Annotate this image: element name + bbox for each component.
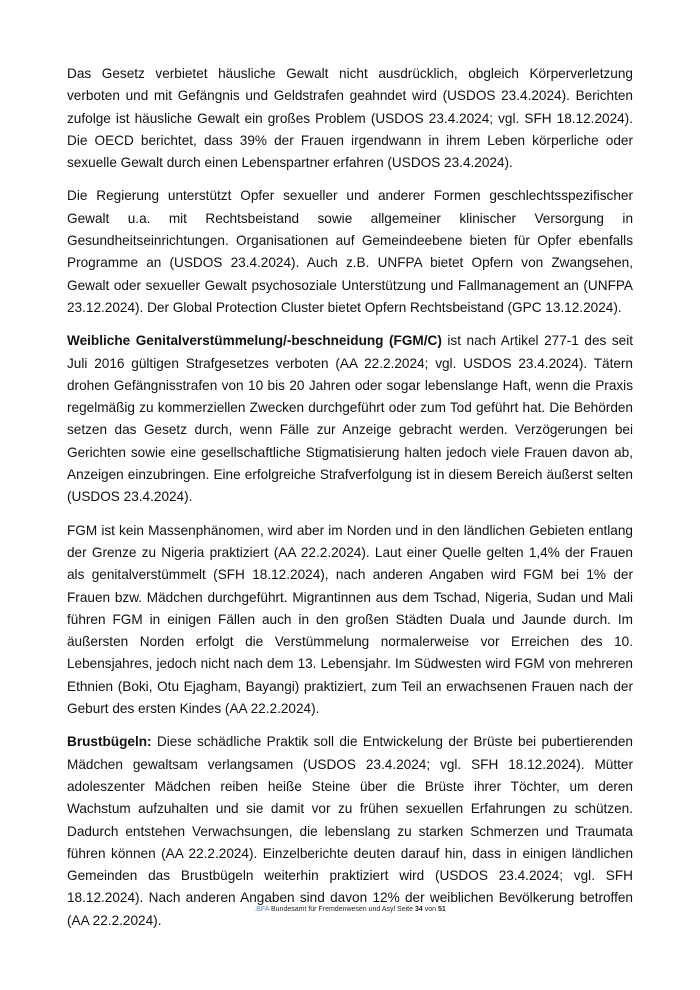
paragraph-fgm-law	[67, 330, 633, 508]
page-number: 34	[414, 906, 423, 913]
paragraph-victim-support	[67, 185, 633, 319]
paragraph-fgm-prevalence	[67, 520, 633, 721]
paragraph-heading: Brustbügeln:	[67, 734, 152, 750]
paragraph-text: FGM ist kein Massenphänomen, wird aber im Norden und in den ländlichen Gebieten entlang der Grenze zu Nigeria praktiziert (AA 22.2.2024). Laut einer Quelle gelten 1,4% der Frauen als genitalverstümmelt (SFH 18.12.2024), nach anderen Angaben wird FGM bei 1% der Frauen bzw. Mädchen durchgeführt. Migrantinnen aus dem Tschad, Nigeria, Sudan und Mali führen FGM in einigen Fällen auch in den großen Städten Duala und Jaunde durch. Im äußersten Norden erfolgt die Verstümmelung normalerweise vor Erreichen des 10. Lebensjahres, jedoch nicht nach dem 13. Lebensjahr. Im Südwesten wird FGM von mehreren Ethnien (Boki, Otu Ejagham, Bayangi) praktiziert, zum Teil an erwachsenen Frauen nach der Geburt des ersten Kindes (AA 22.2.2024).	[67, 522, 633, 717]
page-footer	[0, 906, 700, 913]
document-body	[67, 63, 633, 943]
paragraph-domestic-violence	[67, 63, 633, 174]
paragraph-heading: Weibliche Genitalverstümmelung/-beschneidung (FGM/C)	[67, 333, 442, 349]
page-total: 51	[437, 906, 446, 913]
paragraph-text: Diese schädliche Praktik soll die Entwickelung der Brüste bei pubertierenden Mädchen gewaltsam verlangsamen (USDOS 23.4.2024; vgl. SFH 18.12.2024). Mütter adoleszenter Mädchen reiben heiße Steine über die Brüste ihrer Töchter, um deren Wachstum aufzuhalten und sie damit vor zu frühen sexuellen Erfahrungen zu schützen. Dadurch entstehen Verwachsungen, die lebenslang zu starken Schmerzen und Traumata führen können (AA 22.2.2024). Einzelberichte deuten darauf hin, dass in einigen ländlichen Gemeinden das Brustbügeln weiterhin praktiziert wird (USDOS 23.4.2024; vgl. SFH 18.12.2024). Nach anderen Angaben sind davon 12% der weiblichen Bevölkerung betroffen (AA 22.2.2024).	[67, 734, 633, 928]
paragraph-text: ist nach Artikel 277-1 des seit Juli 2016 gültigen Strafgesetzes verboten (AA 22.2.2024; vgl. USDOS 23.4.2024). Tätern drohen Gefängnisstrafen von 10 bis 20 Jahren oder sogar lebenslange Haft, wenn die Praxis regelmäßig zu kommerziellen Zwecken durchgeführt oder zum Tod geführt hat. Die Behörden setzen das Gesetz durch, wenn Fälle zur Anzeige gebracht werden. Verzögerungen bei Gerichten sowie eine gesellschaftliche Stigmatisierung halten jedoch viele Frauen davon ab, Anzeigen einzubringen. Eine erfolgreiche Strafverfolgung ist in diesem Bereich äußerst selten (USDOS 23.4.2024).	[67, 333, 633, 505]
bfa-logo: .BFA	[254, 906, 270, 913]
paragraph-text: Die Regierung unterstützt Opfer sexueller und anderer Formen geschlechtsspezifischer Gewalt u.a. mit Rechtsbeistand sowie allgemeiner klinischer Versorgung in Gesundheitseinrichtungen. Organisationen auf Gemeindeebene bieten für Opfer ebenfalls Programme an (USDOS 23.4.2024). Auch z.B. UNFPA bietet Opfern von Zwangsehen, Gewalt oder sexueller Gewalt psychosoziale Unterstützung und Fallmanagement an (UNFPA 23.12.2024). Der Global Protection Cluster bietet Opfern Rechtsbeistand (GPC 13.12.2024).	[67, 188, 633, 315]
paragraph-breast-ironing	[67, 731, 633, 932]
footer-org: Bundesamt für Fremdenwesen und Asyl Seite	[269, 906, 415, 913]
footer-of: von	[422, 906, 438, 913]
paragraph-text: Das Gesetz verbietet häusliche Gewalt nicht ausdrücklich, obgleich Körperverletzung verboten und mit Gefängnis und Geldstrafen geahndet wird (USDOS 23.4.2024). Berichten zufolge ist häusliche Gewalt ein großes Problem (USDOS 23.4.2024; vgl. SFH 18.12.2024). Die OECD berichtet, dass 39% der Frauen irgendwann in ihrem Leben körperliche oder sexuelle Gewalt durch einen Lebenspartner erfahren (USDOS 23.4.2024).	[67, 66, 633, 171]
